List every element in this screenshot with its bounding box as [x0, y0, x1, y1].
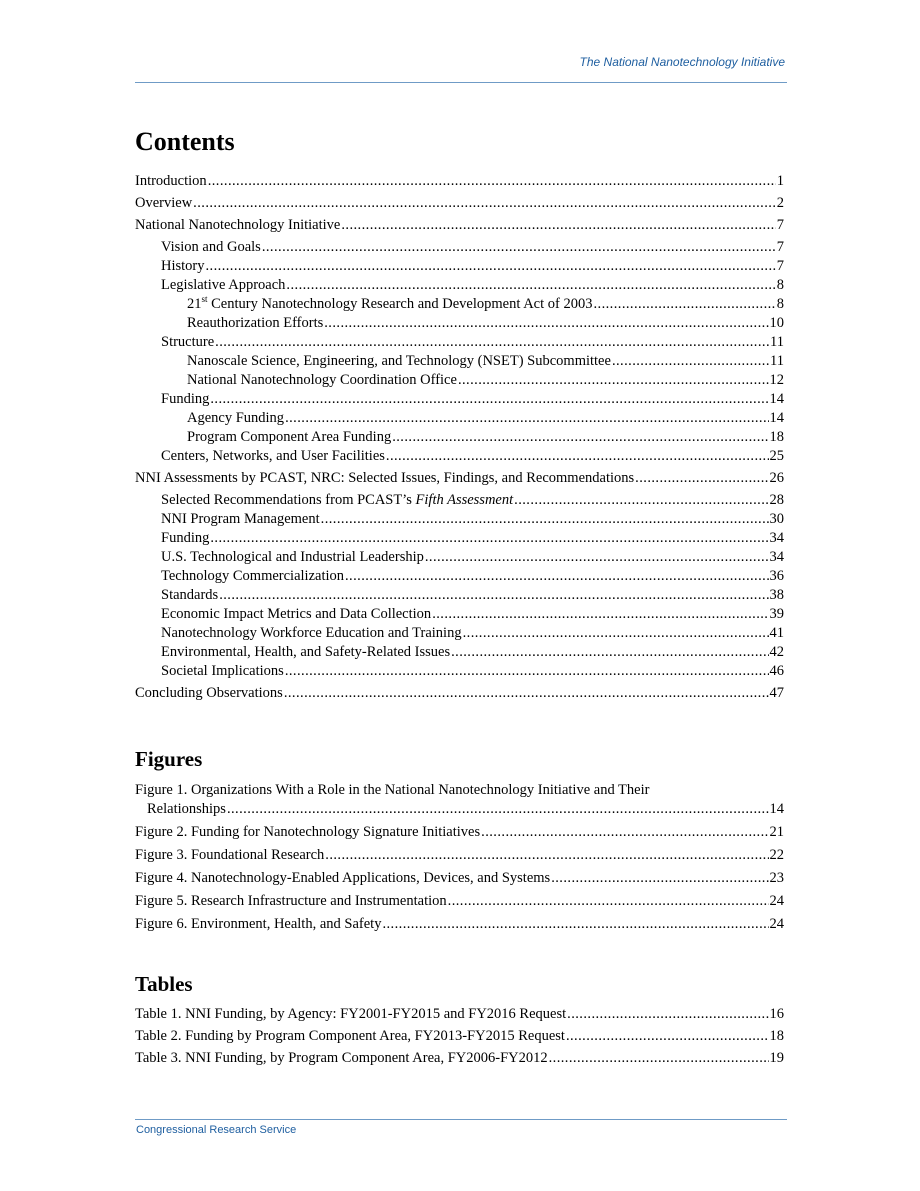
toc-entry-introduction[interactable]: Introduction . . . 1: [135, 173, 784, 195]
toc-entry-industrial-leadership[interactable]: U.S. Technological and Industrial Leadership . . . 34: [135, 549, 784, 568]
toc-entry-funding-2[interactable]: Funding . . . 34: [135, 530, 784, 549]
toc-entry-history[interactable]: History . . . 7: [135, 258, 784, 277]
toc-entry-societal-implications[interactable]: Societal Implications . . . 46: [135, 663, 784, 685]
toc-entry-ehs-issues[interactable]: Environmental, Health, and Safety-Related Issues . . . 42: [135, 644, 784, 663]
figures-heading: Figures: [135, 747, 203, 771]
figures-list: [135, 782, 784, 939]
running-header-title: The National Nanotechnology Initiative: [579, 55, 785, 69]
toc-entry-workforce-education[interactable]: Nanotechnology Workforce Education and Training . . . 41: [135, 625, 784, 644]
toc-entry-pca-funding[interactable]: Program Component Area Funding . . . 18: [135, 429, 784, 448]
toc-entry-centers-networks[interactable]: Centers, Networks, and User Facilities . . . 25: [135, 448, 784, 470]
toc-entry-coordination-office[interactable]: National Nanotechnology Coordination Office . . . 12: [135, 372, 784, 391]
table-entry-2[interactable]: Table 2. Funding by Program Component Area, FY2013-FY2015 Request . . . 18: [135, 1028, 784, 1050]
figure-entry-5[interactable]: Figure 5. Research Infrastructure and Instrumentation . . . 24: [135, 893, 784, 916]
table-entry-3[interactable]: Table 3. NNI Funding, by Program Component Area, FY2006-FY2012 . . . 19: [135, 1050, 784, 1072]
figure-entry-1-line1: Figure 1. Organizations With a Role in the National Nanotechnology Initiative and Their: [135, 782, 650, 798]
table-entry-1[interactable]: Table 1. NNI Funding, by Agency: FY2001-FY2015 and FY2016 Request . . . 16: [135, 1006, 784, 1028]
toc-entry-agency-funding[interactable]: Agency Funding . . . 14: [135, 410, 784, 429]
toc-entry-concluding-observations[interactable]: Concluding Observations . . . 47: [135, 685, 784, 707]
toc-entry-economic-metrics[interactable]: Economic Impact Metrics and Data Collection . . . 39: [135, 606, 784, 625]
toc-entry-reauthorization-efforts[interactable]: Reauthorization Efforts . . . 10: [135, 315, 784, 334]
toc-entry-funding[interactable]: Funding . . . 14: [135, 391, 784, 410]
figure-entry-6[interactable]: Figure 6. Environment, Health, and Safety . . . 24: [135, 916, 784, 939]
tables-list: [135, 1006, 784, 1072]
figure-entry-3[interactable]: Figure 3. Foundational Research . . . 22: [135, 847, 784, 870]
header-rule: [135, 82, 787, 83]
toc-entry-program-management[interactable]: NNI Program Management . . . 30: [135, 511, 784, 530]
footer-rule: [135, 1119, 787, 1120]
toc-entry-21st-century-act[interactable]: 21st Century Nanotechnology Research and Development Act of 2003 . . . 8: [135, 296, 784, 315]
toc-entry-pcast-recommendations[interactable]: Selected Recommendations from PCAST’s Fifth Assessment . . . 28: [135, 492, 784, 511]
toc-entry-national-nanotechnology-initiative[interactable]: National Nanotechnology Initiative . . . 7: [135, 217, 784, 239]
tables-heading: Tables: [135, 972, 193, 996]
toc-entry-overview[interactable]: Overview . . . 2: [135, 195, 784, 217]
contents-heading: Contents: [135, 127, 235, 156]
footer-publisher: Congressional Research Service: [136, 1124, 297, 1136]
figure-entry-1-line2: Relationships . . . 14: [135, 801, 784, 824]
toc-entry-nset-subcommittee[interactable]: Nanoscale Science, Engineering, and Technology (NSET) Subcommittee . . . 11: [135, 353, 784, 372]
toc-entry-standards[interactable]: Standards . . . 38: [135, 587, 784, 606]
toc-entry-legislative-approach[interactable]: Legislative Approach . . . 8: [135, 277, 784, 296]
figure-entry-2[interactable]: Figure 2. Funding for Nanotechnology Signature Initiatives . . . 21: [135, 824, 784, 847]
toc-entry-nni-assessments[interactable]: NNI Assessments by PCAST, NRC: Selected Issues, Findings, and Recommendations . . . 26: [135, 470, 784, 492]
figure-entry-1[interactable]: [135, 782, 784, 824]
figure-entry-4[interactable]: Figure 4. Nanotechnology-Enabled Applications, Devices, and Systems . . . 23: [135, 870, 784, 893]
toc-entry-structure[interactable]: Structure . . . 11: [135, 334, 784, 353]
toc-entry-commercialization[interactable]: Technology Commercialization . . . 36: [135, 568, 784, 587]
toc-entry-vision-and-goals[interactable]: Vision and Goals . . . 7: [135, 239, 784, 258]
contents-list: [135, 173, 784, 707]
